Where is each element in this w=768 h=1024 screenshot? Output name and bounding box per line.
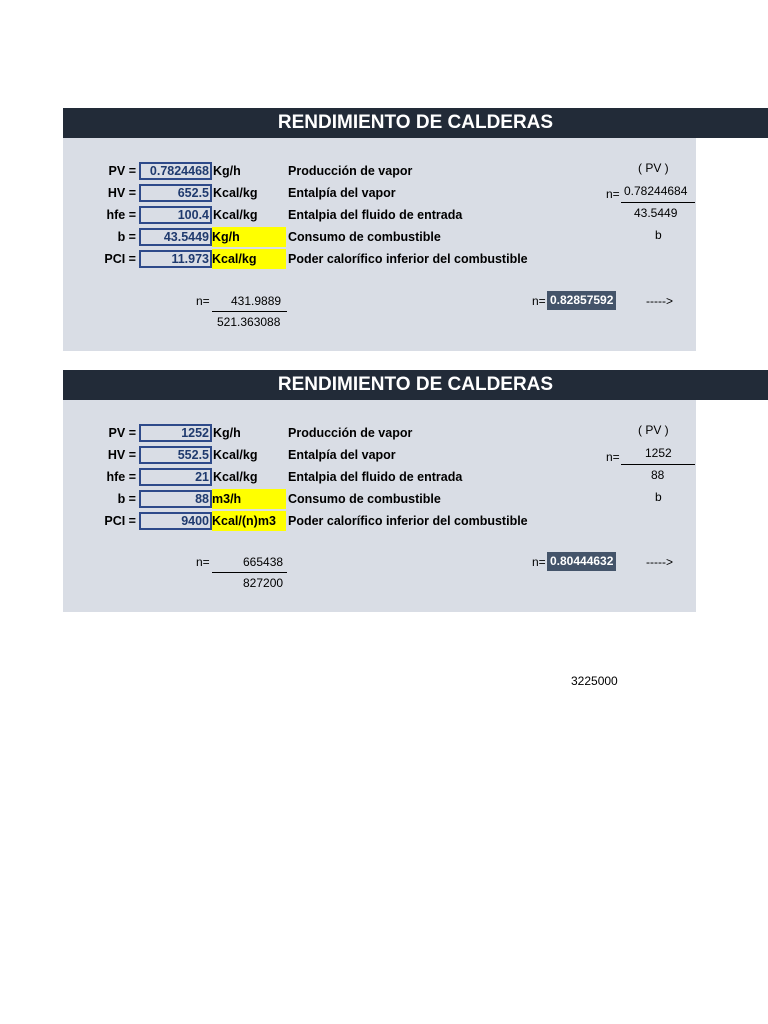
unit-hv: Kcal/kg <box>213 186 258 200</box>
panel1-title: RENDIMIENTO DE CALDERAS <box>63 108 768 138</box>
side-denominator: 43.5449 <box>634 206 678 220</box>
result-arrow: -----> <box>646 555 673 569</box>
input-hv[interactable]: 552.5 <box>139 446 212 464</box>
result-value: 0.80444632 <box>547 552 616 571</box>
desc-pv: Producción de vapor <box>288 164 413 178</box>
formula-numerator: 431.9889 <box>231 294 282 308</box>
side-pv: ( PV ) <box>638 423 669 437</box>
label-b: b = <box>117 492 136 506</box>
formula-denominator: 827200 <box>243 576 284 590</box>
side-n: n= <box>606 187 620 201</box>
desc-hfe: Entalpia del fluido de entrada <box>288 208 463 222</box>
result-label: n= <box>532 294 546 308</box>
desc-pci: Poder calorífico inferior del combustible <box>288 514 528 528</box>
input-b[interactable]: 43.5449 <box>139 228 212 246</box>
loose-number: 3225000 <box>571 674 618 688</box>
label-hfe: hfe = <box>106 470 136 484</box>
result-label: n= <box>532 555 546 569</box>
side-denominator: 88 <box>651 468 665 482</box>
formula-n-label: n= <box>196 294 210 308</box>
label-hv: HV = <box>107 448 136 462</box>
unit-hfe: Kcal/kg <box>213 208 258 222</box>
input-pv[interactable]: 0.7824468 <box>139 162 212 180</box>
formula-numerator: 665438 <box>243 555 284 569</box>
desc-b: Consumo de combustible <box>288 230 441 244</box>
side-numerator: 0.78244684 <box>624 184 688 198</box>
unit-hfe: Kcal/kg <box>213 470 258 484</box>
desc-pci: Poder calorífico inferior del combustible <box>288 252 528 266</box>
unit-b: m3/h <box>212 489 286 509</box>
desc-b: Consumo de combustible <box>288 492 441 506</box>
label-hfe: hfe = <box>106 208 136 222</box>
side-pv: ( PV ) <box>638 161 669 175</box>
panel2-title: RENDIMIENTO DE CALDERAS <box>63 370 768 400</box>
desc-pv: Producción de vapor <box>288 426 413 440</box>
input-pv[interactable]: 1252 <box>139 424 212 442</box>
input-pci[interactable]: 9400 <box>139 512 212 530</box>
side-b: b <box>655 490 662 504</box>
unit-pv: Kg/h <box>213 164 241 178</box>
label-b: b = <box>117 230 136 244</box>
side-b: b <box>655 228 662 242</box>
input-hfe[interactable]: 100.4 <box>139 206 212 224</box>
desc-hfe: Entalpia del fluido de entrada <box>288 470 463 484</box>
input-pci[interactable]: 11.973 <box>139 250 212 268</box>
unit-b: Kg/h <box>212 227 286 247</box>
result-value: 0.82857592 <box>547 291 616 310</box>
desc-hv: Entalpía del vapor <box>288 186 396 200</box>
input-hfe[interactable]: 21 <box>139 468 212 486</box>
label-pci: PCI = <box>104 252 136 266</box>
label-hv: HV = <box>107 186 136 200</box>
desc-hv: Entalpía del vapor <box>288 448 396 462</box>
side-n: n= <box>606 450 620 464</box>
unit-hv: Kcal/kg <box>213 448 258 462</box>
input-b[interactable]: 88 <box>139 490 212 508</box>
unit-pv: Kg/h <box>213 426 241 440</box>
unit-pci: Kcal/kg <box>212 249 286 269</box>
formula-n-label: n= <box>196 555 210 569</box>
input-hv[interactable]: 652.5 <box>139 184 212 202</box>
side-numerator: 1252 <box>645 446 672 460</box>
label-pv: PV = <box>108 426 136 440</box>
label-pci: PCI = <box>104 514 136 528</box>
formula-denominator: 521.363088 <box>217 315 281 329</box>
result-arrow: -----> <box>646 294 673 308</box>
unit-pci: Kcal/(n)m3 <box>212 511 286 531</box>
label-pv: PV = <box>108 164 136 178</box>
